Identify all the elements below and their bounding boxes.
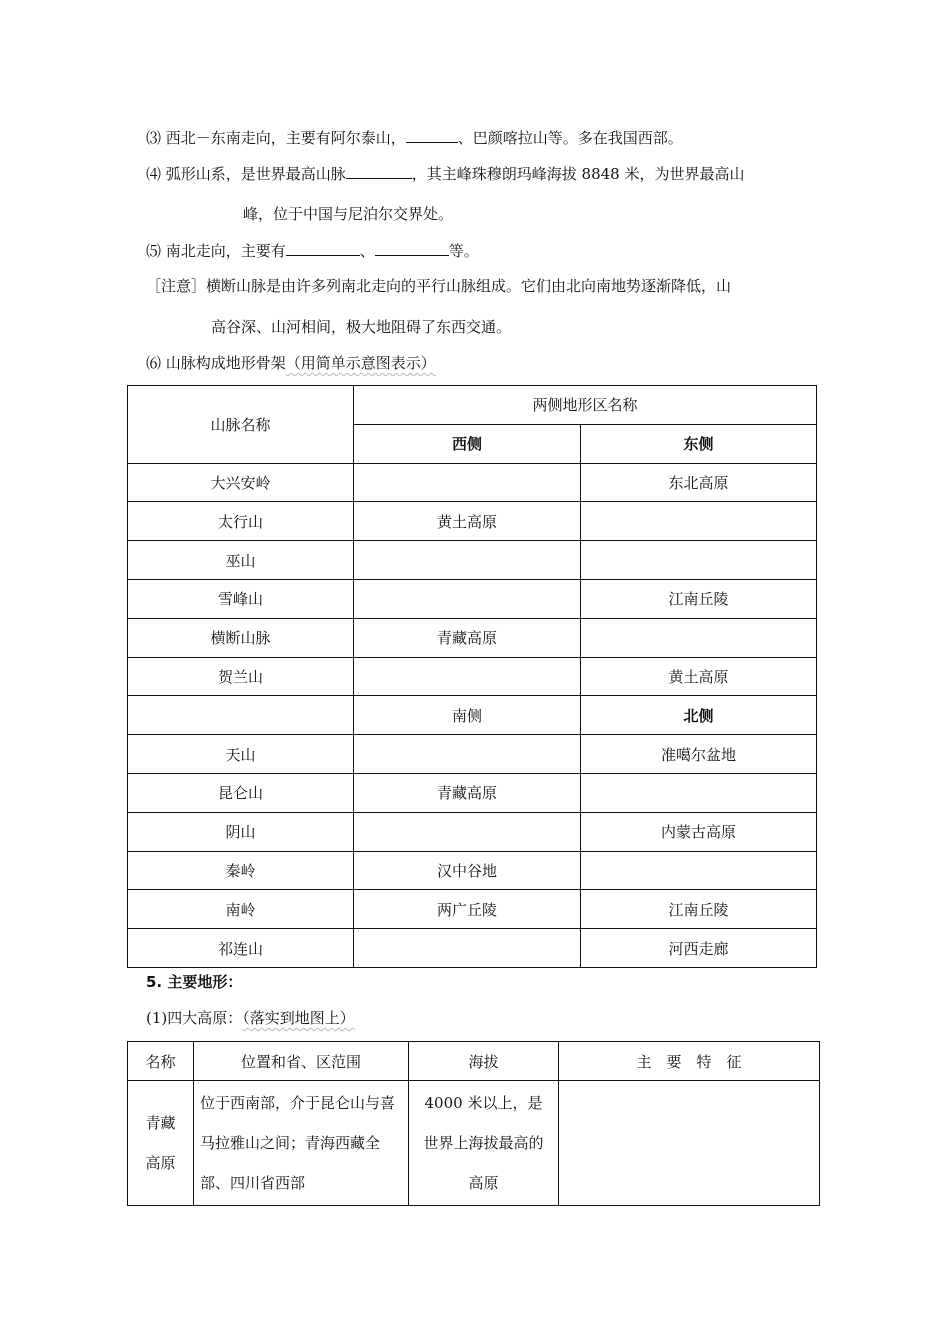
fill-blank[interactable] (286, 240, 360, 256)
side-b: 东北高原 (581, 463, 817, 502)
side-b: 江南丘陵 (581, 890, 817, 929)
mountain-table (127, 385, 817, 968)
mountain-name (128, 696, 354, 735)
note-line (146, 276, 731, 296)
section-5-text: 5. 主要地形： (146, 973, 243, 991)
sub-1-text-b: （落实到地图上） (242, 1009, 355, 1027)
header-north: 北侧 (581, 696, 817, 735)
item-4-line (146, 163, 745, 184)
header-name: 名称 (128, 1042, 194, 1081)
header-location: 位置和省、区范围 (194, 1042, 409, 1081)
mountain-name: 昆仑山 (128, 773, 354, 812)
table-row (128, 463, 817, 502)
side-b: 准噶尔盆地 (581, 735, 817, 774)
mountain-name: 雪峰山 (128, 579, 354, 618)
table-row (128, 1081, 820, 1206)
side-b (581, 618, 817, 657)
mountain-name: 太行山 (128, 502, 354, 541)
item-4-text-c: 峰，位于中国与尼泊尔交界处。 (243, 205, 454, 223)
item-6-text-a: ⑹ 山脉构成地形骨架 (146, 354, 286, 372)
fill-blank[interactable] (375, 240, 449, 256)
item-5-text-c: 等。 (448, 242, 479, 260)
mountain-name: 横断山脉 (128, 618, 354, 657)
item-4-text-b: ，其主峰珠穆朗玛峰海拔 8848 米，为世界最高山 (411, 165, 745, 183)
item-4-line-cont (243, 204, 453, 224)
mountain-name: 巫山 (128, 541, 354, 580)
side-b (581, 851, 817, 890)
fill-blank[interactable] (346, 163, 412, 179)
mountain-name: 南岭 (128, 890, 354, 929)
side-a (354, 812, 581, 851)
side-a (354, 463, 581, 502)
table-row (128, 502, 817, 541)
header-east: 东侧 (581, 424, 817, 463)
item-6-text-b: （用简单示意图表示） (285, 354, 436, 372)
side-a: 青藏高原 (354, 618, 581, 657)
item-5-line (146, 240, 479, 261)
fill-blank[interactable] (406, 127, 458, 143)
side-a: 两广丘陵 (354, 890, 581, 929)
table-row (128, 541, 817, 580)
side-b (581, 773, 817, 812)
table-row (128, 773, 817, 812)
mountain-name: 贺兰山 (128, 657, 354, 696)
mountain-name: 祁连山 (128, 929, 354, 968)
note-text-a: ［注意］横断山脉是由许多列南北走向的平行山脉组成。它们由北向南地势逐渐降低，山 (146, 277, 732, 295)
side-a (354, 541, 581, 580)
table-row (128, 851, 817, 890)
header-mountain-name: 山脉名称 (128, 386, 354, 464)
item-3-line (146, 127, 683, 148)
sub-1-text-a: (1)四大高原： (146, 1009, 243, 1027)
table-row (128, 579, 817, 618)
item-5-text-a: ⑸ 南北走向，主要有 (146, 242, 286, 260)
plateau-features[interactable] (559, 1081, 820, 1206)
side-a: 汉中谷地 (354, 851, 581, 890)
header-west: 西侧 (354, 424, 581, 463)
plateau-table (127, 1041, 820, 1206)
item-5-text-b: 、 (359, 242, 375, 260)
plateau-altitude: 4000 米以上，是世界上海拔最高的高原 (409, 1081, 559, 1206)
side-a (354, 929, 581, 968)
table-row (128, 890, 817, 929)
note-line-cont (211, 317, 511, 337)
header-side-group: 两侧地形区名称 (354, 386, 817, 425)
item-4-text-a: ⑷ 弧形山系，是世界最高山脉 (146, 165, 346, 183)
item-3-text-a: ⑶ 西北－东南走向，主要有阿尔泰山， (146, 129, 406, 147)
side-a (354, 657, 581, 696)
side-b: 江南丘陵 (581, 579, 817, 618)
side-b: 内蒙古高原 (581, 812, 817, 851)
table-row-subheader (128, 696, 817, 735)
table-row (128, 618, 817, 657)
side-b (581, 541, 817, 580)
item-3-text-b: 、巴颜喀拉山等。多在我国西部。 (457, 129, 683, 147)
plateau-location: 位于西南部，介于昆仑山与喜马拉雅山之间；青海西藏全部、四川省西部 (194, 1081, 409, 1206)
header-features: 主 要 特 征 (559, 1042, 820, 1081)
plateau-name: 青藏 高原 (128, 1081, 194, 1206)
side-a (354, 735, 581, 774)
side-b: 河西走廊 (581, 929, 817, 968)
table-row (128, 657, 817, 696)
note-text-b: 高谷深、山河相间，极大地阻碍了东西交通。 (211, 318, 512, 336)
side-a (354, 579, 581, 618)
table-row (128, 735, 817, 774)
header-altitude: 海拔 (409, 1042, 559, 1081)
item-6-line (146, 353, 436, 373)
mountain-name: 天山 (128, 735, 354, 774)
table-row (128, 929, 817, 968)
section-5-heading (146, 972, 242, 992)
mountain-name: 秦岭 (128, 851, 354, 890)
header-south: 南侧 (354, 696, 581, 735)
side-b (581, 502, 817, 541)
mountain-name: 阴山 (128, 812, 354, 851)
mountain-name: 大兴安岭 (128, 463, 354, 502)
side-a: 青藏高原 (354, 773, 581, 812)
side-a: 黄土高原 (354, 502, 581, 541)
sub-1-line (146, 1008, 355, 1028)
side-b: 黄土高原 (581, 657, 817, 696)
table-row (128, 812, 817, 851)
